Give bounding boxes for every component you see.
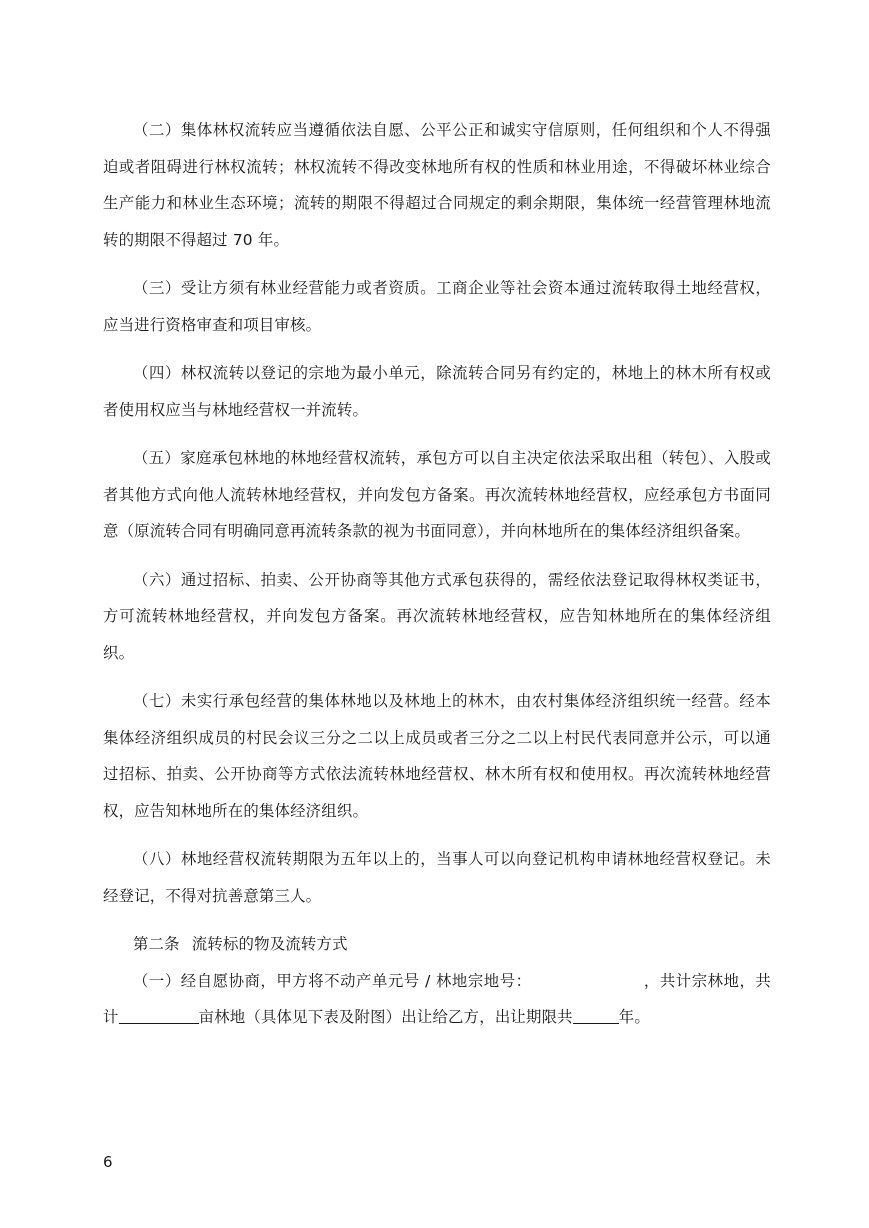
paragraph-clause-3: （三）受让方须有林业经营能力或者资质。工商企业等社会资本通过流转取得土地经营权，应当进行资格审查和项目审核。: [103, 279, 771, 334]
clause-one-text-3: 亩林地（具体见下表及附图）出让给乙方，出让期限共: [198, 1008, 573, 1026]
paragraph-clause-2: （二）集体林权流转应当遵循依法自愿、公平公正和诚实守信原则，任何组织和个人不得强迫或者阻碍进行林权流转；林权流转不得改变林地所有权的性质和林业用途，不得破坏林业综合生产能力和林业生态环境；流转的期限不得超过合同规定的剩余期限，集体统一经营管理林地流转的期限不得超过 70 年。: [103, 121, 771, 249]
page-number: 6: [103, 1153, 113, 1171]
article-title: 流转标的物及流转方式: [191, 935, 348, 953]
paragraph-clause-6: （六）通过招标、拍卖、公开协商等其他方式承包获得的，需经依法登记取得林权类证书，方可流转林地经营权，并向发包方备案。再次流转林地经营权，应告知林地所在的集体经济组织。: [103, 570, 771, 662]
paragraph-article-2-clause-1: [103, 963, 771, 1036]
clause-one-text-1: （一）经自愿协商，甲方将不动产单元号 / 林地宗地号：: [133, 971, 532, 990]
paragraph-clause-8: （八）林地经营权流转期限为五年以上的，当事人可以向登记机构申请林地经营权登记。未经登记，不得对抗善意第三人。: [103, 850, 771, 905]
paragraph-clause-7: （七）未实行承包经营的集体林地以及林地上的林木，由农村集体经济组织统一经营。经本集体经济组织成员的村民会议三分之二以上成员或者三分之二以上村民代表同意并公示，可以通过招标、拍卖、公开协商等方式依法流转林地经营权、林木所有权和使用权。再次流转林地经营权，应告知林地所在的集体经济组织。: [103, 692, 771, 820]
area-blank: [119, 1005, 199, 1024]
clause-one-text-4: 年。: [618, 1008, 650, 1026]
term-blank: [573, 1005, 619, 1024]
paragraph-clause-5: （五）家庭承包林地的林地经营权流转，承包方可以自主决定依法采取出租（转包）、入股或者其他方式向他人流转林地经营权，并向发包方备案。再次流转林地经营权，应经承包方书面同意（原流转合同有明确同意再流转条款的视为书面同意），并向林地所在的集体经济组织备案。: [103, 449, 771, 540]
paragraph-clause-4: （四）林权流转以登记的宗地为最小单元，除流转合同另有约定的，林地上的林木所有权或者使用权应当与林地经营权一并流转。: [103, 364, 771, 419]
document-body: [103, 112, 771, 1048]
article-heading: [103, 926, 771, 963]
article-number: 第二条: [133, 935, 180, 953]
clause-one-text-2: ，共计宗林地，共计: [103, 971, 771, 1026]
